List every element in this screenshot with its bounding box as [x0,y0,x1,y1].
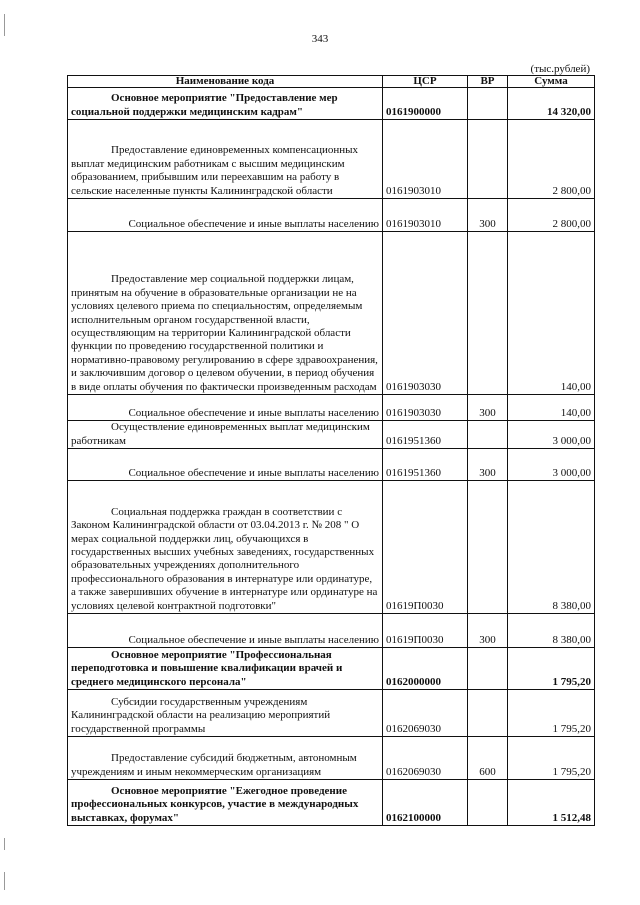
row-name: Социальное обеспечение и иные выплаты населению [68,199,383,232]
row-csr: 0162069030 [383,737,468,780]
row-csr: 0161903010 [383,120,468,199]
row-vr [468,120,508,199]
row-csr: 0161903030 [383,395,468,421]
header-vr: ВР [468,76,508,88]
row-vr: 300 [468,199,508,232]
header-sum: Сумма [508,76,595,88]
table-row [68,120,595,199]
table-row [68,199,595,232]
row-name: Субсидии государственным учреждениям Калининградской области на реализацию мероприятий государственной программы [68,690,383,737]
table-row [68,648,595,690]
table-row [68,395,595,421]
row-vr [468,232,508,395]
row-csr: 0162069030 [383,690,468,737]
row-name: Основное мероприятие "Ежегодное проведение профессиональных конкурсов, участие в международных выставках, форумах" [68,780,383,826]
table-row [68,232,595,395]
table-row [68,690,595,737]
margin-mark [4,838,5,850]
table-body [68,88,595,826]
row-vr: 600 [468,737,508,780]
page-number: 343 [311,33,329,45]
budget-table [67,75,595,826]
table-row [68,780,595,826]
table-row [68,88,595,120]
row-csr: 0162100000 [383,780,468,826]
table-row [68,481,595,614]
table-header-row [68,76,595,88]
table-row [68,449,595,481]
row-csr: 0161903030 [383,232,468,395]
row-sum: 1 512,48 [508,780,595,826]
row-sum: 8 380,00 [508,481,595,614]
row-sum: 140,00 [508,395,595,421]
row-name: Социальное обеспечение и иные выплаты населению [68,395,383,421]
row-name: Социальное обеспечение и иные выплаты населению [68,449,383,481]
table-row [68,614,595,648]
row-csr: 0161900000 [383,88,468,120]
row-vr [468,421,508,449]
row-vr [468,648,508,690]
row-name: Социальное обеспечение и иные выплаты населению [68,614,383,648]
row-name: Основное мероприятие "Предоставление мер социальной поддержки медицинским кадрам" [68,88,383,120]
row-sum: 3 000,00 [508,421,595,449]
row-sum: 1 795,20 [508,737,595,780]
row-vr: 300 [468,395,508,421]
row-sum: 140,00 [508,232,595,395]
row-vr [468,481,508,614]
row-vr [468,690,508,737]
row-csr: 0162000000 [383,648,468,690]
row-csr: 0161903010 [383,199,468,232]
header-name: Наименование кода [68,76,383,88]
row-sum: 1 795,20 [508,690,595,737]
row-sum: 14 320,00 [508,88,595,120]
row-sum: 8 380,00 [508,614,595,648]
units-label: (тыс.рублей) [530,63,590,75]
margin-mark [4,14,5,36]
row-name: Социальная поддержка граждан в соответствии с Законом Калининградской области от 03.04.2013 г. № 208 " О мерах социальной поддержки лиц, обучающихся в государственных высших учебных заведениях, государственных образовательных учреждениях дополнительного профессионального образования в интернатуре или ординатуре, а также завершивших обучение в интернатуре или ординатуре на условиях целевой контрактной подготовки" [68,481,383,614]
row-sum: 2 800,00 [508,120,595,199]
row-csr: 0161951360 [383,449,468,481]
row-name: Предоставление мер социальной поддержки лицам, принятым на обучение в образовательные организации не на условиях целевого приема по специальностям, определяемым исполнительным органом государственной власти, осуществляющим на территории Калининградской области функции по проведению государственной политики и нормативно-правовому регулированию в сфере здравоохранения, и заключившим договор о целевом обучении, в период обучения в виде оплаты обучения по фактически произведенным расходам [68,232,383,395]
row-csr: 01619П0030 [383,481,468,614]
row-name: Предоставление единовременных компенсационных выплат медицинским работникам с высшим медицинским образованием, прибывшим или переехавшим на работу в сельские населенные пункты Калининградской области [68,120,383,199]
row-csr: 0161951360 [383,421,468,449]
row-sum: 2 800,00 [508,199,595,232]
header-csr: ЦСР [383,76,468,88]
row-vr: 300 [468,614,508,648]
row-sum: 3 000,00 [508,449,595,481]
row-name: Основное мероприятие "Профессиональная переподготовка и повышение квалификации врачей и среднего медицинского персонала" [68,648,383,690]
row-vr [468,88,508,120]
row-vr: 300 [468,449,508,481]
row-vr [468,780,508,826]
table-row [68,421,595,449]
margin-mark [4,872,5,890]
row-name: Осуществление единовременных выплат медицинским работникам [68,421,383,449]
row-name: Предоставление субсидий бюджетным, автономным учреждениям и иным некоммерческим организациям [68,737,383,780]
row-csr: 01619П0030 [383,614,468,648]
row-sum: 1 795,20 [508,648,595,690]
table-row [68,737,595,780]
